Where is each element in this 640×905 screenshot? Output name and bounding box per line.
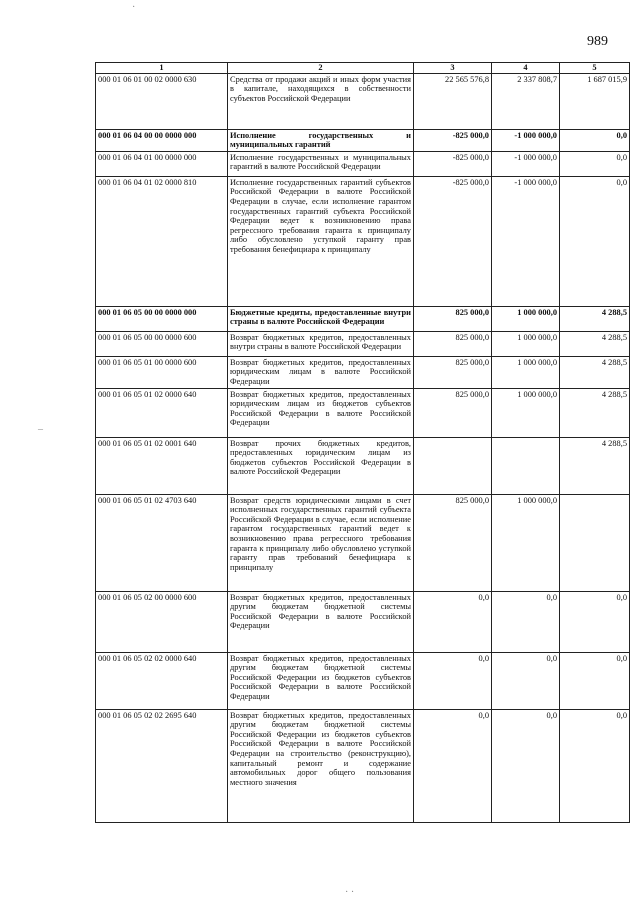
table-row: [96, 129, 630, 151]
row-description: Возврат бюджетных кредитов, предоставленных другим бюджетам бюджетной системы Российской Федерации из бюджетов субъектов Российской Федерации в валюте Российской Федерации: [228, 652, 414, 709]
table-row: [96, 709, 630, 822]
row-description: Исполнение государственных гарантий субъектов Российской Федерации в валюте Российской Федерации в случае, если исполнение гарантом государственных гарантий субъекта Российской Федерации ведет к возникновению права регрессного требования гаранта к принципалу либо обусловлено уступкой гаранту прав требования бенефициара к принципалу: [228, 176, 414, 306]
row-value-col3: -825 000,0: [414, 151, 492, 176]
row-value-col5: 1 687 015,9: [560, 73, 630, 129]
scan-dash: –: [38, 424, 43, 435]
row-value-col3: -825 000,0: [414, 129, 492, 151]
row-value-col5: 0,0: [560, 709, 630, 822]
header-col-5: 5: [560, 63, 630, 74]
row-value-col5: 0,0: [560, 176, 630, 306]
row-value-col5: [560, 494, 630, 591]
row-code: 000 01 06 01 00 02 0000 630: [96, 73, 228, 129]
table-row: [96, 494, 630, 591]
row-code: 000 01 06 04 00 00 0000 000: [96, 129, 228, 151]
row-value-col4: [492, 437, 560, 494]
row-value-col5: 0,0: [560, 652, 630, 709]
row-code: 000 01 06 05 02 00 0000 600: [96, 591, 228, 652]
header-col-2: 2: [228, 63, 414, 74]
page-number: 989: [587, 34, 608, 49]
row-description: Возврат бюджетных кредитов, предоставленных внутри страны в валюте Российской Федерации: [228, 331, 414, 356]
row-description: Возврат средств юридическими лицами в счет исполненных государственных гарантий субъекта Российской Федерации в случае, если исполнение гарантом государственных гарантий ведет к возникновению права регрессного требования гаранта к принципалу либо обусловлено уступкой гаранту прав требований бенефициара к принципалу: [228, 494, 414, 591]
row-description: Возврат бюджетных кредитов, предоставленных другим бюджетам бюджетной системы Российской Федерации в валюте Российской Федерации: [228, 591, 414, 652]
row-description: Бюджетные кредиты, предоставленные внутри страны в валюте Российской Федерации: [228, 306, 414, 331]
row-value-col4: -1 000 000,0: [492, 129, 560, 151]
row-description: Возврат прочих бюджетных кредитов, предоставленных юридическим лицам из бюджетов субъектов Российской Федерации в валюте Российской Федерации: [228, 437, 414, 494]
row-value-col3: 0,0: [414, 591, 492, 652]
row-code: 000 01 06 05 01 02 4703 640: [96, 494, 228, 591]
row-value-col4: 0,0: [492, 591, 560, 652]
row-code: 000 01 06 04 01 00 0000 000: [96, 151, 228, 176]
row-value-col4: 1 000 000,0: [492, 388, 560, 437]
row-code: 000 01 06 05 02 02 2695 640: [96, 709, 228, 822]
row-description: Исполнение государственных и муниципальных гарантий: [228, 129, 414, 151]
header-col-4: 4: [492, 63, 560, 74]
table-row: [96, 73, 630, 129]
row-value-col3: 22 565 576,8: [414, 73, 492, 129]
row-value-col4: 1 000 000,0: [492, 356, 560, 388]
table-row: [96, 591, 630, 652]
row-value-col3: 825 000,0: [414, 356, 492, 388]
table-row: [96, 652, 630, 709]
table-row: [96, 331, 630, 356]
row-code: 000 01 06 05 02 02 0000 640: [96, 652, 228, 709]
row-value-col3: [414, 437, 492, 494]
row-value-col3: 0,0: [414, 709, 492, 822]
row-value-col4: 0,0: [492, 652, 560, 709]
row-value-col3: 825 000,0: [414, 331, 492, 356]
scan-dot: · ·: [345, 887, 355, 898]
row-value-col4: -1 000 000,0: [492, 176, 560, 306]
row-value-col4: 2 337 808,7: [492, 73, 560, 129]
row-code: 000 01 06 05 00 00 0000 000: [96, 306, 228, 331]
row-description: Возврат бюджетных кредитов, предоставленных юридическим лицам из бюджетов субъектов Российской Федерации в валюте Российской Федерации: [228, 388, 414, 437]
row-code: 000 01 06 04 01 02 0000 810: [96, 176, 228, 306]
row-value-col4: 1 000 000,0: [492, 306, 560, 331]
row-value-col5: 0,0: [560, 151, 630, 176]
row-value-col4: 1 000 000,0: [492, 494, 560, 591]
row-value-col4: 1 000 000,0: [492, 331, 560, 356]
table-row: [96, 356, 630, 388]
row-value-col3: 825 000,0: [414, 494, 492, 591]
table-row: [96, 151, 630, 176]
table-row: [96, 437, 630, 494]
row-value-col5: 0,0: [560, 591, 630, 652]
table-row: [96, 388, 630, 437]
row-value-col5: 4 288,5: [560, 331, 630, 356]
row-description: Исполнение государственных и муниципальных гарантий в валюте Российской Федерации: [228, 151, 414, 176]
row-value-col4: -1 000 000,0: [492, 151, 560, 176]
row-value-col5: 4 288,5: [560, 437, 630, 494]
header-col-3: 3: [414, 63, 492, 74]
row-code: 000 01 06 05 00 00 0000 600: [96, 331, 228, 356]
header-col-1: 1: [96, 63, 228, 74]
row-code: 000 01 06 05 01 02 0001 640: [96, 437, 228, 494]
header-row: [96, 63, 630, 74]
row-code: 000 01 06 05 01 00 0000 600: [96, 356, 228, 388]
row-value-col3: 0,0: [414, 652, 492, 709]
row-code: 000 01 06 05 01 02 0000 640: [96, 388, 228, 437]
row-description: Возврат бюджетных кредитов, предоставленных юридическим лицам в валюте Российской Федерации: [228, 356, 414, 388]
row-value-col5: 4 288,5: [560, 306, 630, 331]
budget-table: [95, 62, 630, 823]
row-value-col4: 0,0: [492, 709, 560, 822]
row-value-col3: 825 000,0: [414, 306, 492, 331]
table-row: [96, 306, 630, 331]
table-row: [96, 176, 630, 306]
scan-dot: ·: [132, 2, 136, 13]
row-description: Возврат бюджетных кредитов, предоставленных другим бюджетам бюджетной системы Российской Федерации из бюджетов субъектов Российской Федерации в валюте Российской Федерации на строительство (реконструкцию), капитальный ремонт и содержание автомобильных дорог общего пользования местного значения: [228, 709, 414, 822]
row-value-col3: -825 000,0: [414, 176, 492, 306]
row-description: Средства от продажи акций и иных форм участия в капитале, находящихся в собственности субъектов Российской Федерации: [228, 73, 414, 129]
row-value-col5: 4 288,5: [560, 356, 630, 388]
row-value-col5: 0,0: [560, 129, 630, 151]
row-value-col3: 825 000,0: [414, 388, 492, 437]
row-value-col5: 4 288,5: [560, 388, 630, 437]
